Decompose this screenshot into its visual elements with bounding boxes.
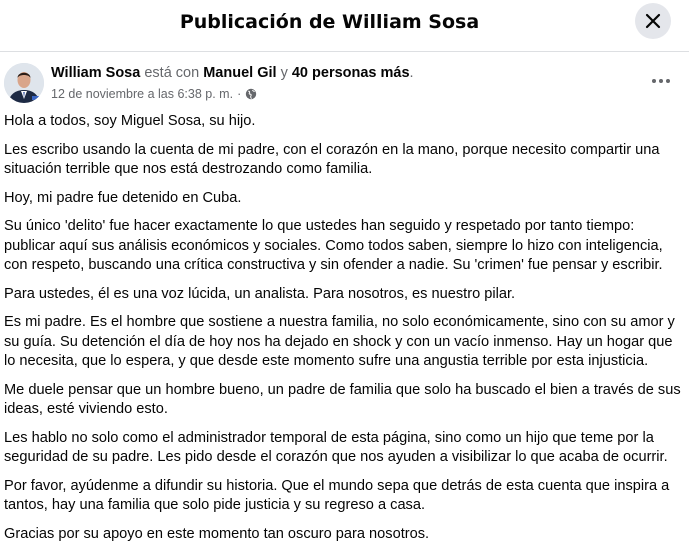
header-divider [0,51,689,52]
tagged-person[interactable]: Manuel Gil [203,65,277,81]
post-paragraph: Gracias por su apoyo en este momento tan oscuro para nosotros. [4,525,430,542]
globe-icon[interactable] [245,88,257,100]
post-header [4,63,685,105]
post-paragraph: Les escribo usando la cuenta de mi padre, con el corazón en la mano, porque necesito compartir una situación terrible que nos está destrozando como familia. [4,141,660,177]
post-paragraph: Es mi padre. Es el hombre que sostiene a nuestra familia, no solo económicamente, sino con su amor y su guía. Su detención el día de hoy nos ha dejado en shock y con un vacío inmenso. Hay un hogar que lo necesita, que lo espera, y que desde este momento sufre una angustia terrible por esta injusticia. [4,314,675,369]
tagged-others[interactable]: 40 personas más [291,65,410,81]
post-paragraph: Por favor, ayúdenme a difundir su historia. Que el mundo sepa que detrás de esta cuenta que inspira a tantos, hay una familia que solo pide justicia y su regreso a casa. [4,477,670,513]
modal-header [0,0,689,44]
post-paragraph: Su único 'delito' fue hacer exactamente lo que ustedes han seguido y respetado por tanto tiempo: publicar aquí sus análisis económicos y sociales. Como todos saben, siempre lo hizo con inteligencia, con respeto, buscando una crítica constructiva y sin ofender a nadie. Su 'crimen' fue pensar y escribir. [4,218,663,273]
author-line [51,65,414,81]
close-icon [645,13,661,29]
more-dot-icon [659,79,663,83]
post-body [4,112,684,553]
post-paragraph: Me duele pensar que un hombre bueno, un padre de familia que solo ha buscado el bien a través de sus ideas, esté viviendo esto. [4,381,681,417]
post-paragraph: Hola a todos, soy Miguel Sosa, su hijo. [4,113,256,129]
profile-photo [4,63,44,103]
and-text: y [280,65,288,81]
author-name[interactable]: William Sosa [51,65,141,81]
with-text: está con [144,65,200,81]
more-dot-icon [666,79,670,83]
more-options-button[interactable] [649,71,673,91]
post-meta [51,87,257,101]
modal-title: Publicación de William Sosa [179,11,480,33]
post-date[interactable]: 12 de noviembre a las 6:38 p. m. [51,87,234,101]
meta-separator: · [237,87,242,101]
post-paragraph: Para ustedes, él es una voz lúcida, un analista. Para nosotros, es nuestro pilar. [4,285,516,302]
more-dot-icon [652,79,656,83]
post-paragraph: Les hablo no solo como el administrador temporal de esta página, sino como un hijo que teme por la seguridad de su padre. Les pido desde el corazón que nos ayuden a visibilizar lo que acaba de ocurrir. [4,429,668,465]
close-button[interactable] [635,3,671,39]
period: . [409,65,414,81]
post-paragraph: Hoy, mi padre fue detenido en Cuba. [4,189,242,206]
avatar[interactable] [4,63,44,103]
